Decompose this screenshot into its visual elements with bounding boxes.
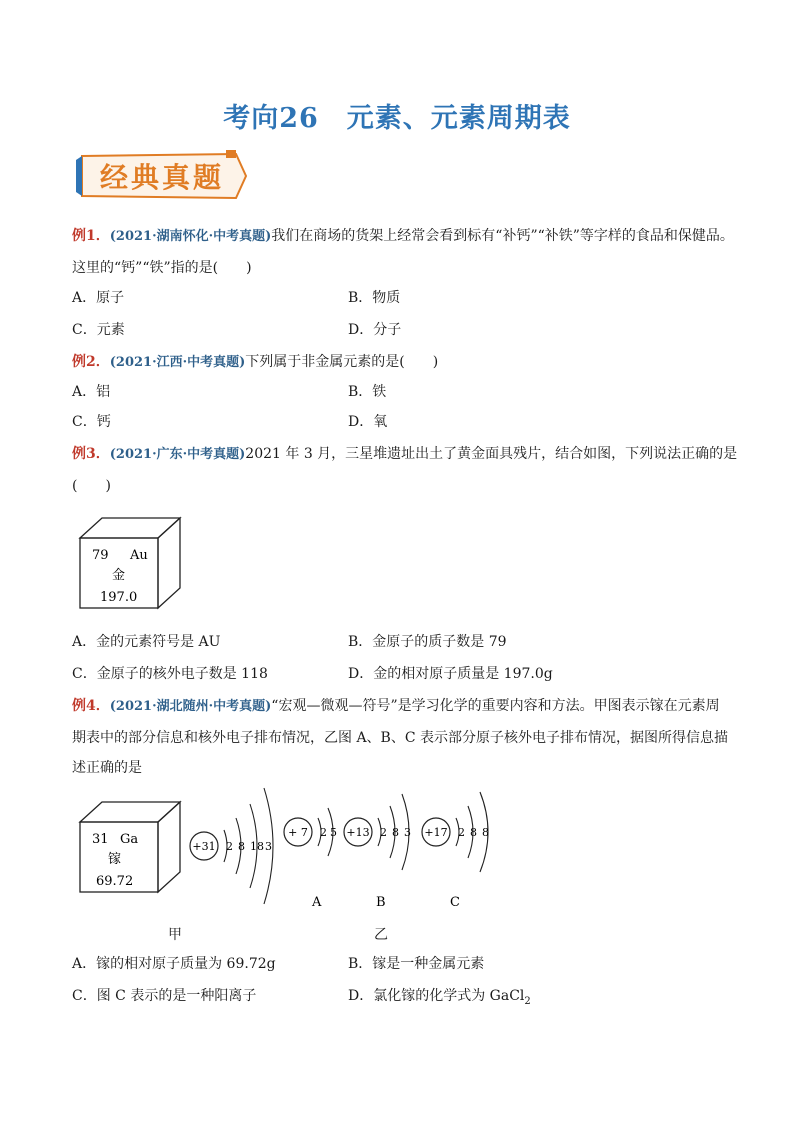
q2-stem-line1 — [72, 352, 438, 373]
atom-c-shell-2: 8 — [470, 826, 477, 839]
ga-shell-4: 3 — [265, 840, 272, 853]
q3-option-a[interactable]: A．金的元素符号是 AU — [72, 634, 221, 650]
q4-option-c[interactable]: C．图 C 表示的是一种阳离子 — [72, 988, 257, 1004]
atom-c-shell-1: 2 — [458, 826, 465, 839]
figure-jia-label: 甲 — [168, 927, 182, 943]
q3-number: 例3． — [72, 446, 110, 462]
q4-option-d-text: D．氯化镓的化学式为 GaCl — [348, 988, 525, 1004]
q1-option-d[interactable]: D．分子 — [348, 322, 402, 338]
gold-symbol: Au — [130, 548, 148, 563]
q4-option-d-subscript: 2 — [524, 995, 531, 1007]
q3-stem-line1 — [72, 444, 737, 465]
atom-a-charge: + 7 — [288, 826, 308, 839]
gallium-symbol: Ga — [120, 832, 139, 847]
gold-mass: 197.0 — [100, 590, 138, 605]
atom-b-shell-3: 3 — [404, 826, 411, 839]
q2-number: 例2． — [72, 354, 110, 370]
atom-b-charge: +13 — [346, 826, 370, 839]
atom-a-shell-1: 2 — [320, 826, 327, 839]
ga-shell-1: 2 — [226, 840, 233, 853]
atom-b-shell-2: 8 — [392, 826, 399, 839]
q3-stem-line2: ( ) — [72, 478, 111, 494]
gallium-mass: 69.72 — [96, 874, 134, 889]
atom-c-shell-3: 8 — [482, 826, 489, 839]
gold-atomic-number: 79 — [92, 548, 109, 563]
q1-option-c[interactable]: C．元素 — [72, 322, 125, 338]
q2-option-a[interactable]: A．铝 — [72, 384, 111, 400]
q4-option-a[interactable]: A．镓的相对原子质量为 69.72g — [72, 956, 276, 972]
q1-option-a[interactable]: A．原子 — [72, 290, 125, 306]
gallium-name: 镓 — [108, 852, 122, 867]
q1-text: 我们在商场的货架上经常会看到标有“补钙”“补铁”等字样的食品和保健品。 — [271, 228, 734, 244]
gallium-nucleus-charge: +31 — [192, 840, 216, 853]
q2-source: (2021·江西·中考真题) — [109, 355, 246, 370]
gold-element-cube — [78, 516, 188, 612]
q3-option-c[interactable]: C．金原子的核外电子数是 118 — [72, 666, 268, 682]
atomic-structure-diagrams — [186, 780, 506, 920]
q3-source: (2021·广东·中考真题) — [109, 447, 246, 462]
q4-stem-line2: 期表中的部分信息和核外电子排布情况，乙图 A、B、C 表示部分原子核外电子排布情况，据图所得信息描 — [72, 730, 729, 746]
q2-option-d[interactable]: D．氧 — [348, 414, 388, 430]
q1-number: 例1． — [72, 228, 110, 244]
q4-number: 例4． — [72, 698, 110, 714]
gold-name: 金 — [112, 568, 126, 583]
q4-stem-line1 — [72, 696, 720, 717]
q2-option-b[interactable]: B．铁 — [348, 384, 387, 400]
q4-stem-line3: 述正确的是 — [72, 760, 142, 776]
q1-stem-line1 — [72, 226, 734, 247]
q3-option-b[interactable]: B．金原子的质子数是 79 — [348, 634, 507, 650]
gallium-element-cube — [78, 800, 188, 896]
atom-c-label: C — [450, 895, 460, 910]
figure-yi-label: 乙 — [374, 927, 388, 943]
gallium-atomic-number: 31 — [92, 832, 109, 847]
q4-option-b[interactable]: B．镓是一种金属元素 — [348, 956, 485, 972]
q1-stem-line2: 这里的“钙”“铁”指的是( ) — [72, 260, 252, 276]
q4-text: “宏观—微观—符号”是学习化学的重要内容和方法。甲图表示镓在元素周 — [271, 698, 720, 714]
ga-shell-3: 18 — [250, 840, 264, 853]
page-title: 考向26 元素、元素周期表 — [223, 103, 571, 134]
q3-text: 2021 年 3 月，三星堆遗址出土了黄金面具残片，结合如图，下列说法正确的是 — [245, 446, 738, 462]
atom-a-label: A — [312, 895, 322, 910]
q1-source: (2021·湖南怀化·中考真题) — [109, 229, 272, 244]
ga-shell-2: 8 — [238, 840, 245, 853]
q3-option-d[interactable]: D．金的相对原子质量是 197.0g — [348, 666, 553, 682]
q1-option-b[interactable]: B．物质 — [348, 290, 401, 306]
q4-source: (2021·湖北随州·中考真题) — [109, 699, 272, 714]
atom-b-shell-1: 2 — [380, 826, 387, 839]
clip-icon — [226, 150, 236, 158]
q2-option-c[interactable]: C．钙 — [72, 414, 111, 430]
atom-a-shell-2: 5 — [330, 826, 337, 839]
q4-option-d[interactable] — [348, 986, 531, 1012]
atom-c-charge: +17 — [424, 826, 448, 839]
q2-text: 下列属于非金属元素的是( ) — [245, 354, 439, 370]
atom-b-label: B — [376, 895, 386, 910]
section-banner: 经典真题 — [100, 161, 225, 194]
